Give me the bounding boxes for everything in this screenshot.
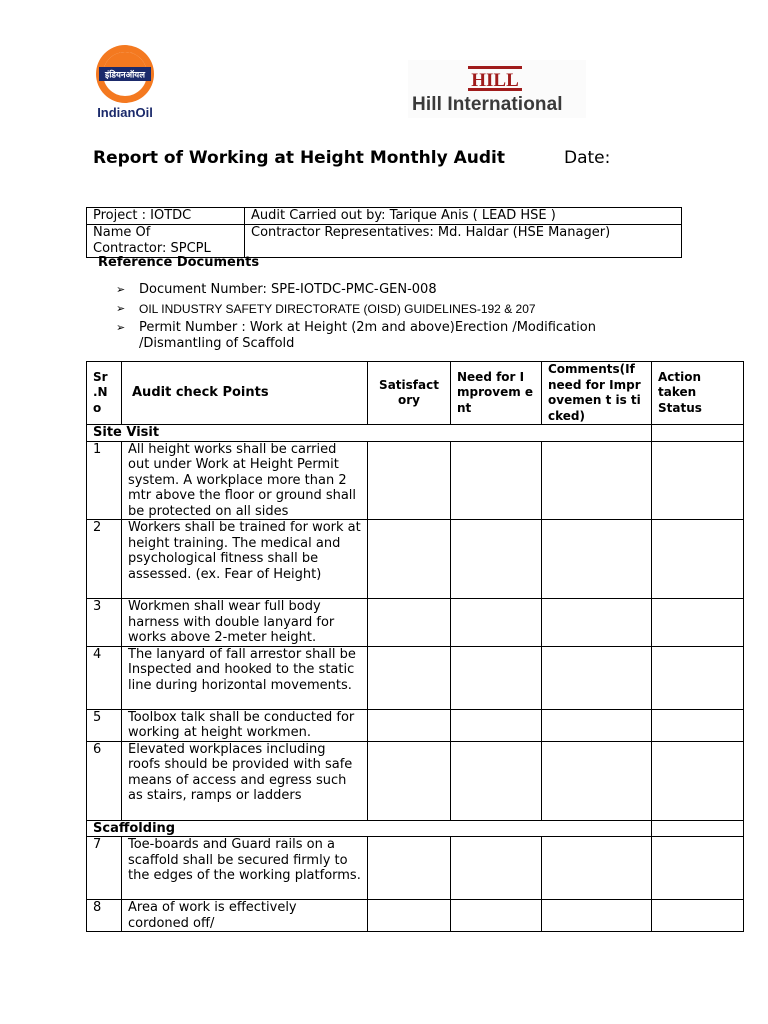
header-audit-points: Audit check Points — [122, 362, 368, 425]
table-row — [87, 741, 744, 820]
audit-table — [86, 361, 744, 932]
reference-item — [116, 282, 676, 298]
need-improvement-cell[interactable] — [451, 741, 542, 820]
row-check-point: Workmen shall wear full body harness with double lanyard for works above 2-meter height. — [122, 599, 368, 647]
contractor-rep-cell: Contractor Representatives: Md. Haldar (HSE Manager) — [245, 225, 682, 258]
reference-item — [116, 301, 676, 317]
row-check-point: Elevated workplaces including roofs should be provided with safe means of access and egress such as stairs, ramps or ladders — [122, 741, 368, 820]
satisfactory-cell[interactable] — [368, 441, 451, 520]
table-row — [87, 900, 744, 932]
table-row — [87, 837, 744, 900]
project-info-table — [86, 207, 682, 258]
action-status-cell[interactable] — [652, 741, 744, 820]
row-number: 6 — [87, 741, 122, 820]
row-check-point: Area of work is effectively cordoned off/ — [122, 900, 368, 932]
satisfactory-cell[interactable] — [368, 900, 451, 932]
row-number: 1 — [87, 441, 122, 520]
comments-cell[interactable] — [542, 900, 652, 932]
row-check-point: Workers shall be trained for work at height training. The medical and psychological fitness shall be assessed. (ex. Fear of Height) — [122, 520, 368, 599]
comments-cell[interactable] — [542, 599, 652, 647]
need-improvement-cell[interactable] — [451, 709, 542, 741]
table-header-row — [87, 362, 744, 425]
action-status-cell[interactable] — [652, 709, 744, 741]
header-comments: Comments(If need for Improvemen t is ticked) — [542, 362, 652, 425]
arrow-bullet-icon: ➢ — [116, 283, 126, 296]
table-row — [87, 441, 744, 520]
satisfactory-cell[interactable] — [368, 599, 451, 647]
arrow-bullet-icon: ➢ — [116, 303, 126, 315]
reference-text: Document Number: SPE-IOTDC-PMC-GEN-008 — [139, 282, 437, 297]
action-status-cell[interactable] — [652, 599, 744, 647]
row-number: 7 — [87, 837, 122, 900]
table-row — [87, 646, 744, 709]
indianoil-logo — [92, 44, 158, 120]
report-title: Report of Working at Height Monthly Audit — [93, 148, 505, 168]
header-need-improvement: Need for Improvem ent — [451, 362, 542, 425]
row-number: 2 — [87, 520, 122, 599]
satisfactory-cell[interactable] — [368, 709, 451, 741]
reference-text: Permit Number : Work at Height (2m and above)Erection /Modification /Dismantling of Scaffold — [139, 320, 596, 351]
reference-text: OIL INDUSTRY SAFETY DIRECTORATE (OISD) GUIDELINES-192 & 207 — [139, 302, 536, 316]
need-improvement-cell[interactable] — [451, 900, 542, 932]
satisfactory-cell[interactable] — [368, 646, 451, 709]
row-check-point: All height works shall be carried out under Work at Height Permit system. A workplace more than 2 mtr above the floor or ground shall be protected on all sides — [122, 441, 368, 520]
action-status-cell[interactable] — [652, 837, 744, 900]
row-check-point: The lanyard of fall arrestor shall be Inspected and hooked to the static line during horizontal movements. — [122, 646, 368, 709]
row-number: 8 — [87, 900, 122, 932]
hill-mark-icon — [468, 66, 522, 92]
indianoil-name: IndianOil — [97, 105, 153, 120]
section-row — [87, 425, 744, 442]
reference-item — [116, 320, 676, 352]
action-status-cell[interactable] — [652, 441, 744, 520]
section-scaffolding: Scaffolding — [87, 820, 652, 837]
hill-mark-text: HILL — [471, 70, 519, 91]
need-improvement-cell[interactable] — [451, 599, 542, 647]
reference-heading: Reference Documents — [98, 255, 260, 270]
comments-cell[interactable] — [542, 741, 652, 820]
row-number: 5 — [87, 709, 122, 741]
table-row — [87, 520, 744, 599]
row-check-point: Toolbox talk shall be conducted for working at height workmen. — [122, 709, 368, 741]
header-satisfactory: Satisfact ory — [368, 362, 451, 425]
header-srno: Sr .N o — [87, 362, 122, 425]
satisfactory-cell[interactable] — [368, 837, 451, 900]
empty-cell — [652, 425, 744, 442]
indianoil-emblem-icon — [95, 44, 155, 104]
need-improvement-cell[interactable] — [451, 646, 542, 709]
row-number: 4 — [87, 646, 122, 709]
arrow-bullet-icon: ➢ — [116, 321, 126, 334]
hill-international-logo — [408, 60, 586, 118]
action-status-cell[interactable] — [652, 900, 744, 932]
indianoil-devanagari: इंडियनऑयल — [105, 70, 145, 81]
comments-cell[interactable] — [542, 520, 652, 599]
comments-cell[interactable] — [542, 441, 652, 520]
row-check-point: Toe-boards and Guard rails on a scaffold shall be secured firmly to the edges of the working platforms. — [122, 837, 368, 900]
satisfactory-cell[interactable] — [368, 520, 451, 599]
section-site-visit: Site Visit — [87, 425, 652, 442]
info-row — [87, 225, 682, 258]
comments-cell[interactable] — [542, 837, 652, 900]
need-improvement-cell[interactable] — [451, 520, 542, 599]
table-row — [87, 709, 744, 741]
section-row — [87, 820, 744, 837]
row-number: 3 — [87, 599, 122, 647]
contractor-value: Contractor: SPCPL — [93, 241, 211, 256]
project-cell: Project : IOTDC — [87, 208, 245, 225]
reference-list — [116, 282, 676, 355]
header-action-status: Action taken Status — [652, 362, 744, 425]
table-row — [87, 599, 744, 647]
satisfactory-cell[interactable] — [368, 741, 451, 820]
need-improvement-cell[interactable] — [451, 441, 542, 520]
date-label: Date: — [564, 148, 611, 168]
audit-by-cell: Audit Carried out by: Tarique Anis ( LEAD HSE ) — [245, 208, 682, 225]
comments-cell[interactable] — [542, 709, 652, 741]
action-status-cell[interactable] — [652, 646, 744, 709]
action-status-cell[interactable] — [652, 520, 744, 599]
comments-cell[interactable] — [542, 646, 652, 709]
need-improvement-cell[interactable] — [451, 837, 542, 900]
empty-cell — [652, 820, 744, 837]
info-row — [87, 208, 682, 225]
hill-international-name: Hill International — [412, 94, 563, 115]
contractor-cell — [87, 225, 245, 258]
contractor-label: Name Of — [93, 225, 151, 240]
